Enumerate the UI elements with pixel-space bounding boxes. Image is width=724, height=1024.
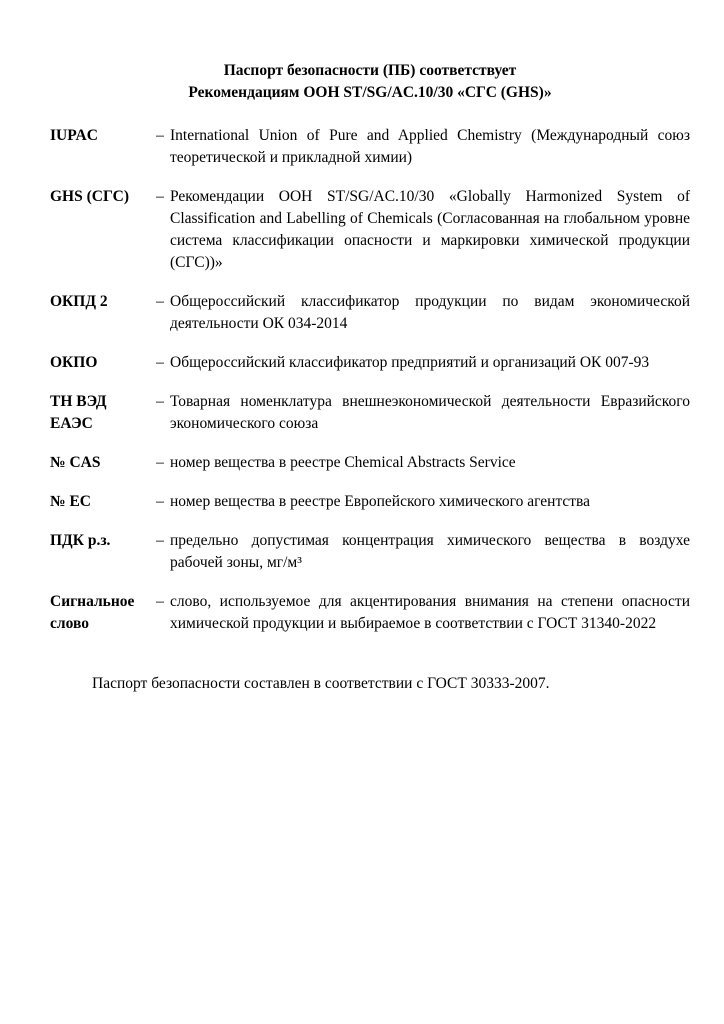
- definition-dash: –: [156, 493, 164, 510]
- definition-text: слово, используемое для акцентирования внимания на степени опасности химической продукции и выбираемое в соответствии с ГОСТ 31340-2022: [170, 593, 690, 632]
- definition-text: Общероссийский классификатор продукции по видам экономической деятельности ОК 034-2014: [170, 293, 690, 332]
- definition-row-ghs: [50, 186, 690, 274]
- definition-row-ec: [50, 491, 690, 513]
- definition-text: номер вещества в реестре Европейского химического агентства: [170, 493, 591, 510]
- definition-row-cas: [50, 452, 690, 474]
- definition-text: Общероссийский классификатор предприятий и организаций ОК 007-93: [170, 354, 650, 371]
- definition-row-signal-word: [50, 591, 690, 635]
- definition-term: ОКПД 2: [50, 293, 108, 310]
- document-title-line1: Паспорт безопасности (ПБ) соответствует: [223, 62, 517, 79]
- definition-dash: –: [156, 593, 164, 610]
- document-title-line2: Рекомендациям ООН ST/SG/AC.10/30 «СГС (GHS)»: [188, 84, 552, 101]
- definition-term: ОКПО: [50, 354, 98, 371]
- definition-row-tnved: [50, 391, 690, 435]
- definition-row-okpo: [50, 352, 690, 374]
- definition-term: ПДК р.з.: [50, 532, 111, 549]
- definition-text: International Union of Pure and Applied Chemistry (Международный союз теоретической и прикладной химии): [170, 127, 690, 166]
- definition-term: № ЕС: [50, 493, 91, 510]
- definition-dash: –: [156, 293, 164, 310]
- definition-term: Сигнальное слово: [50, 593, 135, 632]
- compliance-note: Паспорт безопасности составлен в соответствии с ГОСТ 30333-2007.: [92, 675, 550, 692]
- definition-text: Товарная номенклатура внешнеэкономической деятельности Евразийского экономического союза: [170, 393, 690, 432]
- definition-term: ТН ВЭД ЕАЭС: [50, 393, 107, 432]
- definition-dash: –: [156, 532, 164, 549]
- definition-term: № CAS: [50, 454, 101, 471]
- definition-dash: –: [156, 454, 164, 471]
- definition-term: GHS (СГС): [50, 188, 129, 205]
- definition-row-okpd2: [50, 291, 690, 335]
- definition-row-iupac: [50, 125, 690, 169]
- definition-dash: –: [156, 354, 164, 371]
- definition-text: Рекомендации ООН ST/SG/AC.10/30 «Globally Harmonized System of Classification and Labelling of Chemicals (Согласованная на глобальном уровне система классификации опасности и маркировки химической продукции (СГС))»: [170, 188, 690, 271]
- definition-term: IUPAC: [50, 127, 98, 144]
- definition-row-pdk: [50, 530, 690, 574]
- definition-dash: –: [156, 127, 164, 144]
- definition-dash: –: [156, 188, 164, 205]
- definition-text: предельно допустимая концентрация химического вещества в воздухе рабочей зоны, мг/м³: [170, 532, 690, 571]
- definition-text: номер вещества в реестре Chemical Abstracts Service: [170, 454, 516, 471]
- document-title: [50, 60, 690, 104]
- definition-dash: –: [156, 393, 164, 410]
